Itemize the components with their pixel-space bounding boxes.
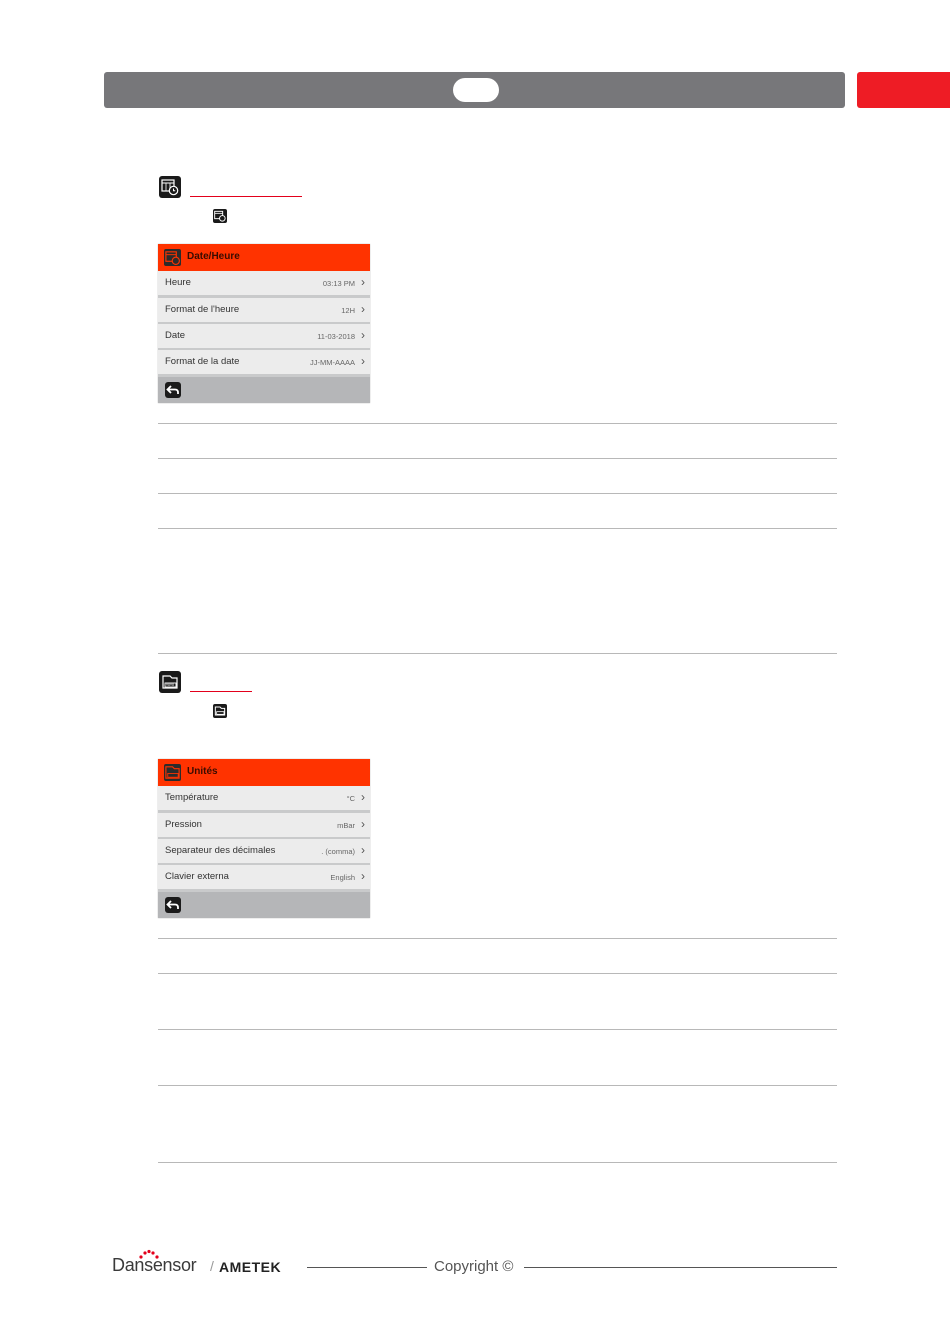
row-label: Format de l'heure — [165, 304, 240, 315]
screen-title-bar — [158, 759, 370, 786]
screen-title-bar — [158, 244, 370, 271]
menu-row-heure[interactable] — [158, 271, 370, 298]
row-label: Heure — [165, 277, 191, 288]
menu-row-date[interactable] — [158, 324, 370, 351]
ruler-units-icon — [159, 671, 181, 693]
chevron-right-icon: › — [361, 790, 365, 804]
back-arrow-icon — [165, 382, 181, 398]
row-value: mBar — [337, 821, 355, 830]
row-label: Clavier externa — [165, 871, 229, 882]
table-rule — [158, 1029, 837, 1030]
copyright-text: Copyright © — [434, 1258, 514, 1275]
chevron-right-icon: › — [361, 354, 365, 368]
chevron-right-icon: › — [361, 817, 365, 831]
table-rule — [158, 1162, 837, 1163]
menu-row-separateur[interactable] — [158, 839, 370, 866]
row-label: Separateur des décimales — [165, 845, 276, 856]
calendar-clock-icon — [164, 249, 181, 266]
logo-separator: / — [210, 1258, 214, 1274]
table-rule — [158, 423, 837, 424]
back-arrow-icon — [165, 897, 181, 913]
back-button[interactable] — [165, 382, 181, 398]
section-title-underline — [190, 691, 252, 692]
chevron-right-icon: › — [361, 843, 365, 857]
back-button[interactable] — [165, 897, 181, 913]
row-label: Date — [165, 330, 186, 341]
units-screen — [158, 759, 370, 918]
ruler-units-inline-icon — [213, 704, 227, 718]
table-rule — [158, 973, 837, 974]
page-number-pill — [453, 78, 499, 102]
row-value: English — [330, 873, 355, 882]
table-rule — [158, 493, 837, 494]
chevron-right-icon: › — [361, 869, 365, 883]
row-label: Pression — [165, 819, 202, 830]
screen-footer — [158, 892, 370, 918]
menu-row-temperature[interactable] — [158, 786, 370, 813]
menu-row-format-heure[interactable] — [158, 298, 370, 325]
chevron-right-icon: › — [361, 302, 365, 316]
row-label: Format de la date — [165, 356, 240, 367]
footer-rule-left — [307, 1267, 427, 1268]
screen-title: Date/Heure — [187, 251, 240, 262]
brand-logo: Dansensor — [112, 1255, 197, 1275]
calendar-clock-icon — [159, 176, 181, 198]
table-rule — [158, 938, 837, 939]
table-rule — [158, 653, 837, 654]
menu-row-format-date[interactable] — [158, 350, 370, 377]
table-rule — [158, 528, 837, 529]
menu-row-clavier[interactable] — [158, 865, 370, 892]
table-rule — [158, 458, 837, 459]
footer-rule-right — [524, 1267, 837, 1268]
row-value: JJ-MM-AAAA — [310, 358, 355, 367]
calendar-clock-inline-icon — [213, 209, 227, 223]
table-rule — [158, 1085, 837, 1086]
row-value: °C — [346, 794, 355, 803]
row-value: 03:13 PM — [322, 279, 355, 288]
row-label: Température — [165, 792, 219, 803]
datetime-screen — [158, 244, 370, 403]
chevron-right-icon: › — [361, 275, 365, 289]
chevron-right-icon: › — [361, 328, 365, 342]
row-value: 11-03-2018 — [317, 332, 355, 341]
screen-footer — [158, 377, 370, 403]
chapter-tab — [857, 72, 950, 108]
menu-row-pression[interactable] — [158, 813, 370, 840]
row-value: 12H — [341, 306, 355, 315]
screen-title: Unités — [187, 766, 218, 777]
partner-logo: AMETEK — [219, 1259, 282, 1275]
ruler-units-icon — [164, 764, 181, 781]
row-value: . (comma) — [321, 847, 355, 856]
section-title-underline — [190, 196, 302, 197]
